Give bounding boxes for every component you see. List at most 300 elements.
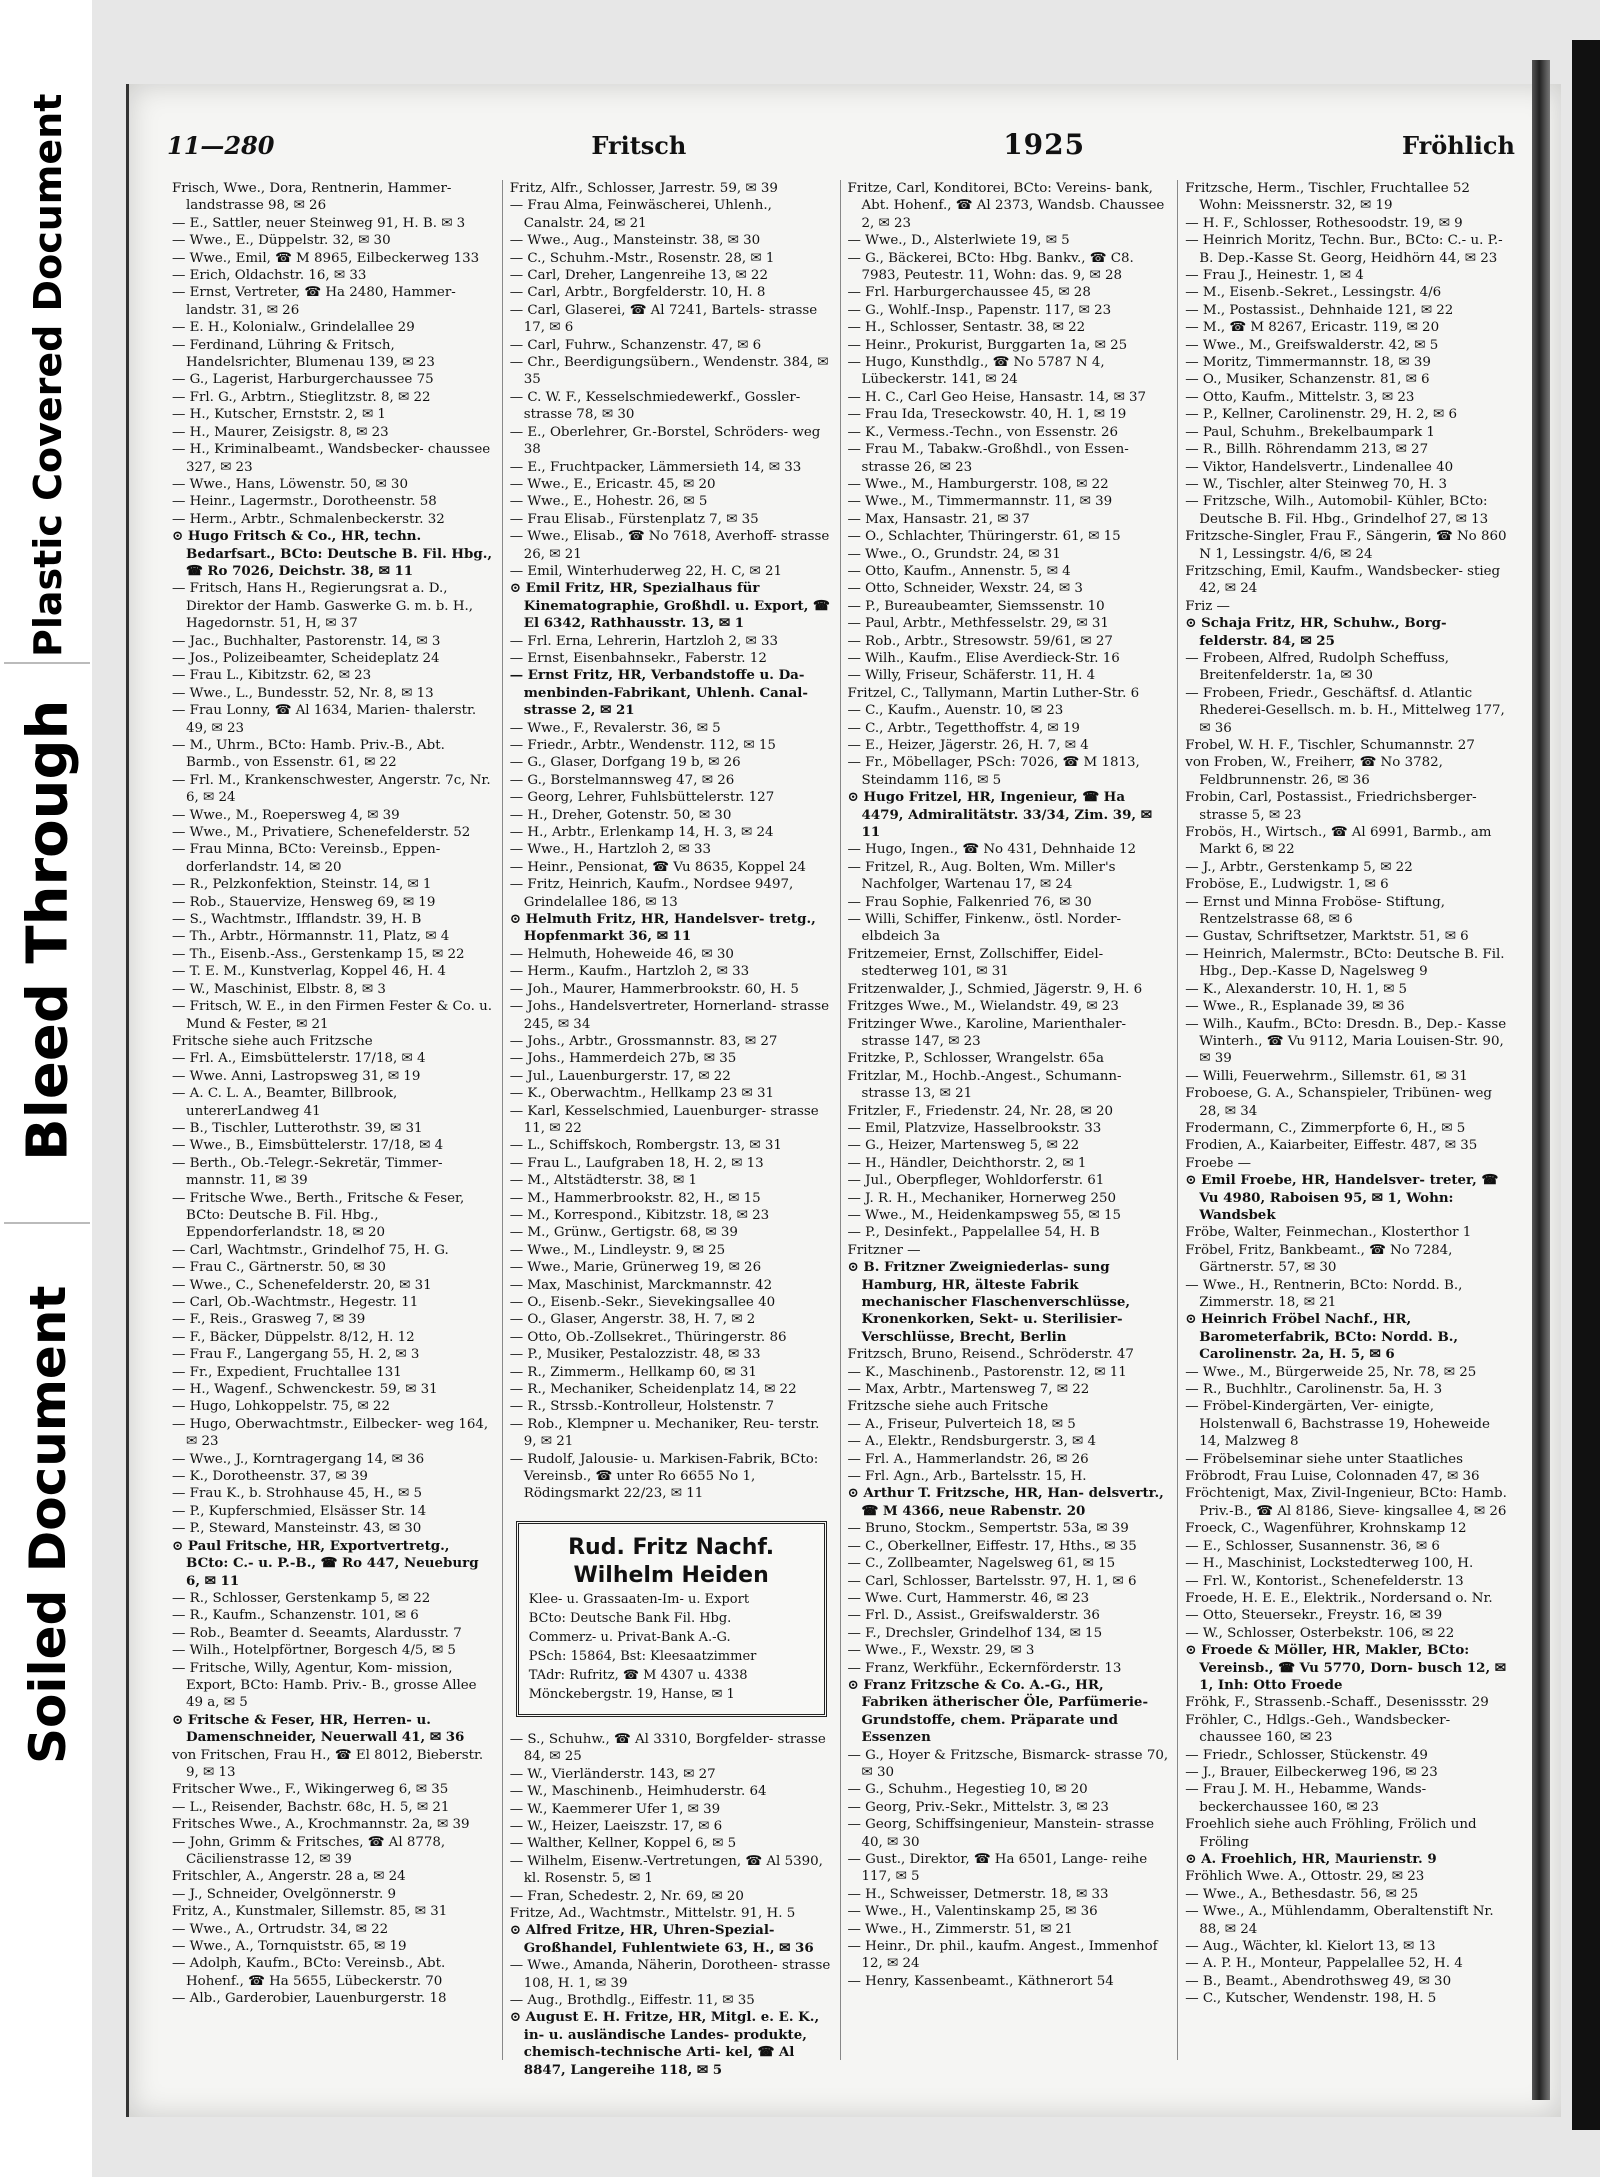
directory-entry: — Frl. A., Hammerlandstr. 26, ✉ 26 bbox=[847, 1451, 1089, 1467]
directory-entry: — B., Beamt., Abendrothsweg 49, ✉ 30 bbox=[1185, 1973, 1452, 1989]
directory-entry: — T. E. M., Kunstverlag, Koppel 46, H. 4 bbox=[172, 964, 446, 980]
directory-entry: — G., Wohlf.-Insp., Papenstr. 117, ✉ 23 bbox=[847, 302, 1112, 318]
directory-entry: — Helmuth, Hoheweide 46, ✉ 30 bbox=[509, 946, 734, 962]
directory-entry: — H. C., Carl Geo Heise, Hansastr. 14, ✉ 37 bbox=[847, 389, 1147, 405]
directory-entry: — H., Kutscher, Ernststr. 2, ✉ 1 bbox=[172, 407, 386, 423]
directory-entry: — Joh., Maurer, Hammerbrookstr. 60, H. 5 bbox=[509, 981, 799, 997]
directory-entry: — Frl. Erna, Lehrerin, Hartzloh 2, ✉ 33 bbox=[509, 633, 779, 649]
directory-entry: — Frl. M., Krankenschwester, Angerstr. 7c, Nr. 6, ✉ 24 bbox=[172, 772, 491, 806]
directory-entry: — Otto, Ob.-Zollsekret., Thüringerstr. 86 bbox=[509, 1329, 787, 1345]
directory-entry: — Wwe., Amanda, Näherin, Dorotheen- strasse 108, H. 1, ✉ 39 bbox=[509, 1958, 831, 1991]
directory-entry: Fritzsche, Herm., Tischler, Fruchtallee 52 Wohn: Meissnerstr. 32, ✉ 19 bbox=[1185, 181, 1470, 214]
directory-entry: — Wwe., M., Roepersweg 4, ✉ 39 bbox=[172, 807, 400, 823]
directory-entry: — F., Reis., Grasweg 7, ✉ 39 bbox=[172, 1312, 366, 1328]
directory-entry: — C., Arbtr., Tegetthoffstr. 4, ✉ 19 bbox=[847, 720, 1080, 736]
directory-entry: — A., Elektr., Rendsburgerstr. 3, ✉ 4 bbox=[847, 1434, 1097, 1450]
directory-entry: — Walther, Kellner, Koppel 6, ✉ 5 bbox=[509, 1836, 737, 1852]
directory-entry: — Wilh., Kaufm., Elise Averdieck-Str. 16 bbox=[847, 650, 1120, 666]
directory-entry: — Otto, Schneider, Wexstr. 24, ✉ 3 bbox=[847, 581, 1083, 597]
directory-entry: — Willi, Schiffer, Finkenw., östl. Norder- elbdeich 3a bbox=[847, 912, 1121, 945]
directory-entry: — Frl. G., Arbtrn., Stieglitzstr. 8, ✉ 22 bbox=[172, 389, 431, 405]
directory-entry: Fritzlar, M., Hochb.-Angest., Schumann- strasse 13, ✉ 21 bbox=[847, 1068, 1122, 1102]
directory-entry: von Froben, W., Freiherr, ☎ No 3782, Feldbrunnenstr. 26, ✉ 36 bbox=[1185, 755, 1443, 788]
directory-entry: Fritzner — bbox=[847, 1242, 921, 1258]
directory-entry: — Fritzsche, Wilh., Automobil- Kühler, BCto: Deutsche B. Fil. Hbg., Grindelhof 27, ✉ 13 bbox=[1185, 494, 1489, 527]
directory-entry: Frisch, Wwe., Dora, Rentnerin, Hammer- landstrasse 98, ✉ 26 bbox=[172, 181, 452, 214]
directory-entry: — R., Mechaniker, Scheidenplatz 14, ✉ 22 bbox=[509, 1382, 797, 1398]
directory-entry: Fritzinger Wwe., Karoline, Marienthaler- strasse 147, ✉ 23 bbox=[847, 1016, 1127, 1049]
directory-entry: Fritzges Wwe., M., Wielandstr. 49, ✉ 23 bbox=[847, 999, 1119, 1015]
directory-entry: — Wwe., D., Alsterlwiete 19, ✉ 5 bbox=[847, 233, 1070, 249]
directory-entry: — Karl, Kesselschmied, Lauenburger- strasse 11, ✉ 22 bbox=[509, 1103, 819, 1136]
directory-entry: ⊙ Alfred Fritze, HR, Uhren-Spezial- Großhandel, Fuhlentwiete 63, H., ✉ 36 bbox=[509, 1922, 814, 1956]
directory-entry: — K., Maschinenb., Pastorenstr. 12, ✉ 11 bbox=[847, 1364, 1127, 1380]
column-3 bbox=[840, 180, 1178, 2060]
directory-entry: — Georg, Priv.-Sekr., Mittelstr. 3, ✉ 23 bbox=[847, 1799, 1109, 1815]
directory-entry: — Otto, Kaufm., Annenstr. 5, ✉ 4 bbox=[847, 563, 1071, 579]
directory-entry: Fritzenwalder, J., Schmied, Jägerstr. 9, H. 6 bbox=[847, 981, 1143, 997]
directory-entry: — G., Heizer, Martensweg 5, ✉ 22 bbox=[847, 1138, 1080, 1154]
directory-entry: — Carl, Dreher, Langenreihe 13, ✉ 22 bbox=[509, 268, 768, 284]
directory-entry: — Jul., Oberpfleger, Wohldorferstr. 61 bbox=[847, 1173, 1105, 1189]
directory-entry: — Th., Eisenb.-Ass., Gerstenkamp 15, ✉ 22 bbox=[172, 946, 465, 962]
directory-entry: ⊙ Hugo Fritzel, HR, Ingenieur, ☎ Ha 4479, Admiralitätstr. 33/34, Zim. 39, ✉ 11 bbox=[847, 789, 1152, 841]
directory-entry: — Ernst Fritz, HR, Verbandstoffe u. Da- menbinden-Fabrikant, Uhlenh. Canal- strasse 2, ✉ 21 bbox=[509, 667, 808, 719]
advertisement-box bbox=[516, 1521, 827, 1717]
directory-entry: — Rob., Klempner u. Mechaniker, Reu- terstr. 9, ✉ 21 bbox=[509, 1416, 820, 1450]
page-number: 11—280 bbox=[167, 131, 275, 160]
directory-entry: von Fritschen, Frau H., ☎ El 8012, Bieberstr. 9, ✉ 13 bbox=[172, 1747, 484, 1780]
directory-entry: — Henry, Kassenbeamt., Käthnerort 54 bbox=[847, 1973, 1114, 1989]
directory-entry: — Heinrich Moritz, Techn. Bur., BCto: C.- u. P.-B. Dep.-Kasse St. Georg, Heidhörn 44, ✉ 23 bbox=[1185, 233, 1503, 266]
directory-entry: — A. C. L. A., Beamter, Billbrook, untererLandweg 41 bbox=[172, 1086, 398, 1119]
directory-entry: — W., Maschinenb., Heimhuderstr. 64 bbox=[509, 1784, 767, 1800]
directory-entry: — W., Tischler, alter Steinweg 70, H. 3 bbox=[1185, 476, 1448, 492]
directory-entry: — Wwe., Marie, Grünerweg 19, ✉ 26 bbox=[509, 1260, 762, 1276]
directory-entry: Frodermann, C., Zimmerpforte 6, H., ✉ 5 bbox=[1185, 1120, 1466, 1136]
side-label-strip bbox=[0, 0, 92, 2177]
directory-entry: — Friedr., Schlosser, Stückenstr. 49 bbox=[1185, 1747, 1428, 1763]
directory-entry: — K., Oberwachtm., Hellkamp 23 ✉ 31 bbox=[509, 1086, 775, 1102]
directory-entry: — P., Kellner, Carolinenstr. 29, H. 2, ✉ 6 bbox=[1185, 407, 1457, 423]
running-head bbox=[167, 128, 1515, 168]
directory-entry: — Wwe., J., Korntragergang 14, ✉ 36 bbox=[172, 1451, 425, 1467]
directory-entry: — J., Arbtr., Gerstenkamp 5, ✉ 22 bbox=[1185, 859, 1413, 875]
directory-entry: — G., Schuhm., Hegestieg 10, ✉ 20 bbox=[847, 1782, 1088, 1798]
directory-entry: — C., Schuhm.-Mstr., Rosenstr. 28, ✉ 1 bbox=[509, 250, 775, 266]
directory-entry: — Th., Arbtr., Hörmannstr. 11, Platz, ✉ 4 bbox=[172, 929, 450, 945]
directory-entry: — P., Kupferschmied, Elsässer Str. 14 bbox=[172, 1503, 427, 1519]
directory-entry: — Wwe., R., Esplanade 39, ✉ 36 bbox=[1185, 999, 1405, 1015]
directory-entry: Froboese, G. A., Schanspieler, Tribünen- weg 28, ✉ 34 bbox=[1185, 1086, 1492, 1119]
directory-entry: — Max, Hansastr. 21, ✉ 37 bbox=[847, 511, 1030, 527]
directory-entry: — Heinr., Prokurist, Burggarten 1a, ✉ 25 bbox=[847, 337, 1128, 353]
directory-entry: — Fritsch, Hans H., Regierungsrat a. D., Direktor der Hamb. Gaswerke G. m. b. H., Hagedornstr. 51, H, ✉ 37 bbox=[172, 581, 474, 632]
directory-entry: Fröhk, F., Strassenb.-Schaff., Desenissstr. 29 bbox=[1185, 1695, 1489, 1711]
directory-entry: — Frau L., Kibitzstr. 62, ✉ 23 bbox=[172, 668, 372, 684]
directory-entry: — Berth., Ob.-Telegr.-Sekretär, Timmer- mannstr. 11, ✉ 39 bbox=[172, 1155, 443, 1189]
directory-entry: — Wwe., H., Zimmerstr. 51, ✉ 21 bbox=[847, 1921, 1073, 1937]
column-2 bbox=[502, 180, 840, 2078]
directory-entry: — Wwe., E., Düppelstr. 32, ✉ 30 bbox=[172, 233, 391, 249]
directory-entry: — Johs., Hammerdeich 27b, ✉ 35 bbox=[509, 1051, 737, 1067]
directory-entry: ⊙ B. Fritzner Zweigniederlas- sung Hamburg, HR, älteste Fabrik mechanischer Flaschenverschlüsse, Kronenkorken, Sekt- u. Sterilisier- Verschlüsse, Brecht, Berlin bbox=[847, 1259, 1131, 1345]
directory-entry: — C., Kutscher, Wendenstr. 198, H. 5 bbox=[1185, 1991, 1437, 2007]
directory-entry: — E., Schlosser, Susannenstr. 36, ✉ 6 bbox=[1185, 1538, 1440, 1554]
directory-entry: — Carl, Glaserei, ☎ Al 7241, Bartels- strasse 17, ✉ 6 bbox=[509, 302, 818, 336]
directory-entry: — Fröbelseminar siehe unter Staatliches bbox=[1185, 1451, 1463, 1467]
directory-entry: — A., Friseur, Pulverteich 18, ✉ 5 bbox=[847, 1416, 1076, 1432]
directory-entry: — Emil, Winterhuderweg 22, H. C, ✉ 21 bbox=[509, 563, 782, 579]
directory-entry: — Emil, Platzvize, Hasselbrookstr. 33 bbox=[847, 1120, 1102, 1136]
directory-entry: Fritscher Wwe., F., Wikingerweg 6, ✉ 35 bbox=[172, 1782, 449, 1798]
directory-entry: — Frau F., Langergang 55, H. 2, ✉ 3 bbox=[172, 1347, 420, 1363]
directory-entry: — Wwe., A., Tornquiststr. 65, ✉ 19 bbox=[172, 1939, 407, 1955]
directory-entry: — R., Buchhltr., Carolinenstr. 5a, H. 3 bbox=[1185, 1382, 1443, 1398]
ad-line: PSch: 15864, Bst: Kleesaatzimmer bbox=[528, 1648, 757, 1664]
directory-entry: ⊙ Heinrich Fröbel Nachf., HR, Barometerfabrik, BCto: Nordd. B., Carolinenstr. 2a, H. 5, ✉ 6 bbox=[1185, 1311, 1459, 1363]
directory-entry: — R., Kaufm., Schanzenstr. 101, ✉ 6 bbox=[172, 1608, 419, 1624]
directory-entry: — P., Desinfekt., Pappelallee 54, H. B bbox=[847, 1225, 1100, 1241]
directory-entry: Fritze, Ad., Wachtmstr., Mittelstr. 91, H. 5 bbox=[509, 1905, 796, 1921]
directory-entry: — L., Schiffskoch, Rombergstr. 13, ✉ 31 bbox=[509, 1138, 782, 1154]
label-soiled-document: Soiled Document bbox=[19, 1285, 77, 1765]
directory-entry: — Wwe., E., Ericastr. 45, ✉ 20 bbox=[509, 476, 716, 492]
directory-entry: — Frau Ida, Treseckowstr. 40, H. 1, ✉ 19 bbox=[847, 407, 1127, 423]
directory-entry: — Herm., Kaufm., Hartzloh 2, ✉ 33 bbox=[509, 964, 750, 980]
directory-entry: — Wwe., O., Grundstr. 24, ✉ 31 bbox=[847, 546, 1061, 562]
ad-title: Rud. Fritz Nachf. bbox=[568, 1534, 775, 1560]
directory-entry: ⊙ Helmuth Fritz, HR, Handelsver- tretg., Hopfenmarkt 36, ✉ 11 bbox=[509, 911, 816, 945]
ad-line: Commerz- u. Privat-Bank A.-G. bbox=[528, 1629, 731, 1645]
directory-entry: — Jos., Polizeibeamter, Scheideplatz 24 bbox=[172, 650, 440, 666]
directory-entry: — Wwe., M., Lindleystr. 9, ✉ 25 bbox=[509, 1242, 726, 1258]
directory-entry: — Hugo, Kunsthdlg., ☎ No 5787 N 4, Lübeckerstr. 141, ✉ 24 bbox=[847, 355, 1105, 388]
directory-entry: — Frl. D., Assist., Greifswalderstr. 36 bbox=[847, 1608, 1100, 1624]
directory-entry: — W., Kaemmerer Ufer 1, ✉ 39 bbox=[509, 1801, 721, 1817]
scanned-page bbox=[92, 0, 1600, 2177]
directory-entry: Fritzsching, Emil, Kaufm., Wandsbecker- stieg 42, ✉ 24 bbox=[1185, 563, 1501, 597]
directory-entry: — Wwe., M., Timmermannstr. 11, ✉ 39 bbox=[847, 494, 1113, 510]
directory-entry: — Rudolf, Jalousie- u. Markisen-Fabrik, BCto: Vereinsb., ☎ unter Ro 6655 No 1, Rödingsmarkt 22/23, ✉ 11 bbox=[509, 1451, 819, 1502]
directory-entry: — Adolph, Kaufm., BCto: Vereinsb., Abt. Hohenf., ☎ Ha 5655, Lübeckerstr. 70 bbox=[172, 1956, 446, 1989]
directory-entry: — R., Schlosser, Gerstenkamp 5, ✉ 22 bbox=[172, 1590, 431, 1606]
directory-entry: — Hugo, Lohkoppelstr. 75, ✉ 22 bbox=[172, 1399, 390, 1415]
directory-entry: ⊙ Franz Fritzsche & Co. A.-G., HR, Fabriken ätherischer Öle, Parfümerie-Grundstoffe, chem. Präparate und Essenzen bbox=[847, 1676, 1149, 1746]
label-divider bbox=[4, 662, 90, 664]
directory-entry: — Wwe., L., Bundesstr. 52, Nr. 8, ✉ 13 bbox=[172, 685, 434, 701]
directory-entry: — E., Fruchtpacker, Lämmersieth 14, ✉ 33 bbox=[509, 459, 802, 475]
directory-entry: — G., Bäckerei, BCto: Hbg. Bankv., ☎ C8. 7983, Peutestr. 11, Wohn: das. 9, ✉ 28 bbox=[847, 250, 1134, 284]
directory-entry: ⊙ Froede & Möller, HR, Makler, BCto: Vereinsb., ☎ Vu 5770, Dorn- busch 12, ✉ 1, Inh: Otto Froede bbox=[1185, 1642, 1506, 1693]
directory-entry: — K., Vermess.-Techn., von Essenstr. 26 bbox=[847, 424, 1118, 440]
directory-entry: — Wwe., A., Mühlendamm, Oberaltenstift Nr. 88, ✉ 24 bbox=[1185, 1904, 1494, 1937]
directory-entry: ⊙ August E. H. Fritze, HR, Mitgl. e. E. K., in- u. ausländische Landes- produkte, chemisch-technische Arti- kel, ☎ Al 8847, Langereihe 118, ✉ 5 bbox=[509, 2009, 820, 2078]
directory-entry: — Erich, Oldachstr. 16, ✉ 33 bbox=[172, 268, 367, 284]
directory-entry: — R., Strssb.-Kontrolleur, Holstenstr. 7 bbox=[509, 1399, 775, 1415]
label-bleed-through: Bleed Through bbox=[15, 699, 81, 1161]
directory-entry: — Heinr., Lagermstr., Dorotheenstr. 58 bbox=[172, 494, 437, 510]
directory-entry: — Wwe., H., Rentnerin, BCto: Nordd. B., Zimmerstr. 18, ✉ 21 bbox=[1185, 1277, 1463, 1310]
directory-entry: — C., Oberkellner, Eiffestr. 17, Hths., ✉ 35 bbox=[847, 1538, 1137, 1554]
directory-entry: Friz — bbox=[1185, 598, 1230, 614]
directory-entry: — Fran, Schedestr. 2, Nr. 69, ✉ 20 bbox=[509, 1888, 744, 1904]
directory-entry: — Paul, Schuhm., Brekelbaumpark 1 bbox=[1185, 424, 1435, 440]
directory-entry: Fritzsche siehe auch Fritsche bbox=[847, 1399, 1049, 1415]
directory-entry: — Wwe., C., Schenefelderstr. 20, ✉ 31 bbox=[172, 1277, 432, 1293]
directory-entry: — Jac., Buchhalter, Pastorenstr. 14, ✉ 3 bbox=[172, 633, 441, 649]
directory-entry: ⊙ Arthur T. Fritzsche, HR, Han- delsvertr., ☎ M 4366, neue Rabenstr. 20 bbox=[847, 1485, 1164, 1519]
directory-entry: — Ferdinand, Lühring & Fritsch, Handelsrichter, Blumenau 139, ✉ 23 bbox=[172, 337, 435, 371]
directory-entry: — Wwe., H., Hartzloh 2, ✉ 33 bbox=[509, 842, 712, 858]
directory-entry: — Carl, Arbtr., Borgfelderstr. 10, H. 8 bbox=[509, 285, 766, 301]
directory-entry: Fritz, A., Kunstmaler, Sillemstr. 85, ✉ 31 bbox=[172, 1904, 448, 1920]
directory-entry: — Wilh., Hotelpförtner, Borgesch 4/5, ✉ 5 bbox=[172, 1643, 456, 1659]
directory-entry: — Frau K., b. Strohhause 45, H., ✉ 5 bbox=[172, 1486, 422, 1502]
directory-entry: — H., Maschinist, Lockstedterweg 100, H. bbox=[1185, 1556, 1474, 1572]
directory-entry: — G., Glaser, Dorfgang 19 b, ✉ 26 bbox=[509, 755, 741, 771]
directory-entry: — Gust., Direktor, ☎ Ha 6501, Lange- reihe 117, ✉ 5 bbox=[847, 1852, 1148, 1885]
directory-entry: — Moritz, Timmermannstr. 18, ✉ 39 bbox=[1185, 355, 1431, 371]
directory-entry: — M., Altstädterstr. 38, ✉ 1 bbox=[509, 1173, 697, 1189]
directory-entry: — O., Musiker, Schanzenstr. 81, ✉ 6 bbox=[1185, 372, 1430, 388]
directory-entry: — E., Sattler, neuer Steinweg 91, H. B. ✉ 3 bbox=[172, 215, 466, 231]
directory-entry: Fröhler, C., Hdlgs.-Geh., Wandsbecker- chaussee 160, ✉ 23 bbox=[1185, 1712, 1451, 1746]
directory-entry: Fritzel, C., Tallymann, Martin Luther-Str. 6 bbox=[847, 685, 1140, 701]
directory-entry: — H., Kriminalbeamt., Wandsbecker- chaussee 327, ✉ 23 bbox=[172, 442, 491, 475]
directory-entry: — R., Zimmerm., Hellkamp 60, ✉ 31 bbox=[509, 1364, 757, 1380]
directory-entry: — Rob., Beamter d. Seeamts, Alardusstr. 7 bbox=[172, 1625, 462, 1641]
directory-entry: — O., Glaser, Angerstr. 38, H. 7, ✉ 2 bbox=[509, 1312, 756, 1328]
directory-entry: — Max, Arbtr., Martensweg 7, ✉ 22 bbox=[847, 1382, 1090, 1398]
directory-entry: — Fritzel, R., Aug. Bolten, Wm. Miller's Nachfolger, Wartenau 17, ✉ 24 bbox=[847, 859, 1116, 893]
directory-entry: — John, Grimm & Fritsches, ☎ Al 8778, Cäcilienstrasse 12, ✉ 39 bbox=[172, 1834, 446, 1867]
directory-entry: Fröbe, Walter, Feinmechan., Klosterthor 1 bbox=[1185, 1225, 1472, 1241]
directory-entry: Froehlich siehe auch Fröhling, Frölich und Fröling bbox=[1185, 1817, 1477, 1850]
directory-entry: — Georg, Schiffsingenieur, Manstein- strasse 40, ✉ 30 bbox=[847, 1817, 1155, 1850]
directory-entry: — G., Borstelmannsweg 47, ✉ 26 bbox=[509, 772, 735, 788]
directory-entry: — Carl, Ob.-Wachtmstr., Hegestr. 11 bbox=[172, 1295, 419, 1310]
directory-entry: — Wilh., Kaufm., BCto: Dresdn. B., Dep.- Kasse Winterh., ☎ Vu 9112, Maria Louisen-Str. 90, ✉ 39 bbox=[1185, 1016, 1507, 1067]
directory-entry: — Fritz, Heinrich, Kaufm., Nordsee 9497, Grindelallee 186, ✉ 13 bbox=[509, 877, 794, 910]
directory-entry: — Wwe., M., Privatiere, Schenefelderstr. 52 bbox=[172, 825, 471, 841]
directory-entry: Fritzsch, Bruno, Reisend., Schröderstr. 47 bbox=[847, 1347, 1134, 1363]
directory-entry: — W., Vierländerstr. 143, ✉ 27 bbox=[509, 1766, 716, 1782]
directory-entry: — Friedr., Arbtr., Wendenstr. 112, ✉ 15 bbox=[509, 738, 776, 753]
directory-entry: — M., Eisenb.-Sekret., Lessingstr. 4/6 bbox=[1185, 285, 1442, 301]
directory-entry: — E. H., Kolonialw., Grindelallee 29 bbox=[172, 320, 415, 336]
directory-entry: — Bruno, Stockm., Sempertstr. 53a, ✉ 39 bbox=[847, 1521, 1129, 1537]
directory-entry: — W., Maschinist, Elbstr. 8, ✉ 3 bbox=[172, 981, 386, 997]
header-left-word: Fritsch bbox=[591, 131, 687, 160]
directory-entry: — Frobeen, Alfred, Rudolph Scheffuss, Breitenfelderstr. 1a, ✉ 30 bbox=[1185, 650, 1449, 684]
directory-entry: — H. F., Schlosser, Rothesoodstr. 19, ✉ 9 bbox=[1185, 215, 1463, 231]
directory-entry: — Wwe., B., Eimsbüttelerstr. 17/18, ✉ 4 bbox=[172, 1138, 444, 1154]
directory-entry: — Rob., Stauervize, Hensweg 69, ✉ 19 bbox=[172, 894, 436, 910]
directory-entry: — Frau L., Laufgraben 18, H. 2, ✉ 13 bbox=[509, 1155, 764, 1171]
directory-entry: — Rob., Arbtr., Stresowstr. 59/61, ✉ 27 bbox=[847, 633, 1113, 649]
directory-entry: — Carl, Schlosser, Bartelsstr. 97, H. 1, ✉ 6 bbox=[847, 1573, 1137, 1589]
directory-entry: — Frau J. M. H., Hebamme, Wands- beckerchaussee 160, ✉ 23 bbox=[1185, 1782, 1427, 1815]
directory-entry: — M., Hammerbrookstr. 82, H., ✉ 15 bbox=[509, 1190, 761, 1206]
scan-edge bbox=[1572, 40, 1600, 2130]
directory-entry: — G., Lagerist, Harburgerchaussee 75 bbox=[172, 372, 434, 388]
directory-entry: — Wwe., Emil, ☎ M 8965, Eilbeckerweg 133 bbox=[172, 250, 480, 266]
directory-entry: — Fritsch, W. E., in den Firmen Fester & Co. u. Mund & Fester, ✉ 21 bbox=[172, 999, 492, 1032]
directory-entry: Fröbel, Fritz, Bankbeamt., ☎ No 7284, Gärtnerstr. 57, ✉ 30 bbox=[1185, 1242, 1453, 1276]
directory-entry: — R., Pelzkonfektion, Steinstr. 14, ✉ 1 bbox=[172, 877, 432, 893]
directory-columns bbox=[165, 180, 1515, 2078]
directory-entry: — Heinr., Pensionat, ☎ Vu 8635, Koppel 24 bbox=[509, 859, 806, 875]
directory-entry: — J., Brauer, Eilbeckerweg 196, ✉ 23 bbox=[1185, 1764, 1438, 1780]
directory-entry: Frobös, H., Wirtsch., ☎ Al 6991, Barmb., am Markt 6, ✉ 22 bbox=[1185, 825, 1492, 858]
directory-entry: — A. P. H., Monteur, Pappelallee 52, H. 4 bbox=[1185, 1956, 1463, 1972]
directory-entry: — P., Steward, Mansteinstr. 43, ✉ 30 bbox=[172, 1521, 422, 1537]
directory-entry: — K., Dorotheenstr. 37, ✉ 39 bbox=[172, 1469, 368, 1485]
directory-entry: — Chr., Beerdigungsübern., Wendenstr. 384, ✉ 35 bbox=[509, 355, 829, 388]
directory-entry: — H., Händler, Deichthorstr. 2, ✉ 1 bbox=[847, 1155, 1087, 1171]
directory-entry: — H., Schweisser, Detmerstr. 18, ✉ 33 bbox=[847, 1886, 1109, 1902]
directory-entry: Fritzsche-Singler, Frau F., Sängerin, ☎ No 860 N 1, Lessingstr. 4/6, ✉ 24 bbox=[1185, 529, 1507, 562]
directory-entry: — Carl, Wachtmstr., Grindelhof 75, H. G. bbox=[172, 1242, 449, 1258]
directory-entry: — B., Tischler, Lutterothstr. 39, ✉ 31 bbox=[172, 1120, 423, 1136]
directory-entry: — Fr., Expedient, Fruchtallee 131 bbox=[172, 1364, 402, 1380]
directory-entry: — Frau Alma, Feinwäscherei, Uhlenh., Canalstr. 24, ✉ 21 bbox=[509, 198, 772, 231]
directory-entry: — P., Bureaubeamter, Siemssenstr. 10 bbox=[847, 598, 1105, 614]
directory-entry: — Heinrich, Malermstr., BCto: Deutsche B. Fil. Hbg., Dep.-Kasse D, Nagelsweg 9 bbox=[1185, 946, 1505, 980]
directory-entry: — Alb., Garderobier, Lauenburgerstr. 18 bbox=[172, 1991, 447, 2007]
directory-entry: — Paul, Arbtr., Methfesselstr. 29, ✉ 31 bbox=[847, 616, 1109, 632]
directory-entry: — J. R. H., Mechaniker, Hornerweg 250 bbox=[847, 1190, 1117, 1206]
directory-entry: ⊙ Hugo Fritsch & Co., HR, techn. Bedarfsart., BCto: Deutsche B. Fil. Hbg., ☎ Ro 7026, Deichstr. 38, ✉ 11 bbox=[172, 528, 493, 579]
directory-entry: — Frau Minna, BCto: Vereinsb., Eppen- dorferlandstr. 14, ✉ 20 bbox=[172, 842, 441, 875]
directory-entry: — Wwe. Curt, Hammerstr. 46, ✉ 23 bbox=[847, 1590, 1090, 1606]
column-1 bbox=[165, 180, 502, 2060]
directory-entry: — Ernst, Eisenbahnsekr., Faberstr. 12 bbox=[509, 650, 767, 666]
directory-entry: — H., Schlosser, Sentastr. 38, ✉ 22 bbox=[847, 320, 1086, 336]
directory-entry: — H., Wagenf., Schwenckestr. 59, ✉ 31 bbox=[172, 1382, 438, 1398]
directory-entry: — Johs., Arbtr., Grossmannstr. 83, ✉ 27 bbox=[509, 1033, 778, 1049]
directory-entry: — Frobeen, Friedr., Geschäftsf. d. Atlantic Rhederei-Gesellsch. m. b. H., Mittelweg 177, ✉ 36 bbox=[1185, 685, 1505, 736]
header-right-word: Fröhlich bbox=[1401, 131, 1515, 160]
directory-entry: — H., Arbtr., Erlenkamp 14, H. 3, ✉ 24 bbox=[509, 825, 774, 841]
directory-entry: Fröbrodt, Frau Luise, Colonnaden 47, ✉ 36 bbox=[1185, 1469, 1480, 1485]
directory-entry: — Otto, Kaufm., Mittelstr. 3, ✉ 23 bbox=[1185, 389, 1415, 405]
directory-entry: — Wwe., M., Hamburgerstr. 108, ✉ 22 bbox=[847, 476, 1109, 492]
directory-entry: — Viktor, Handelsvertr., Lindenallee 40 bbox=[1185, 459, 1454, 475]
directory-entry: — J., Schneider, Ovelgönnerstr. 9 bbox=[172, 1886, 396, 1902]
directory-page bbox=[126, 84, 1561, 2117]
directory-entry: Fritzke, P., Schlosser, Wrangelstr. 65a bbox=[847, 1051, 1104, 1067]
binding-shadow bbox=[1532, 60, 1550, 2100]
directory-entry: — Georg, Lehrer, Fuhlsbüttelerstr. 127 bbox=[509, 790, 775, 806]
directory-entry: Frobin, Carl, Postassist., Friedrichsberger- strasse 5, ✉ 23 bbox=[1185, 790, 1477, 823]
directory-entry: Fritsches Wwe., A., Krochmannstr. 2a, ✉ 39 bbox=[172, 1817, 470, 1833]
directory-entry: — Wwe. Anni, Lastropsweg 31, ✉ 19 bbox=[172, 1068, 421, 1084]
directory-entry: — O., Schlachter, Thüringerstr. 61, ✉ 15 bbox=[847, 529, 1121, 545]
directory-entry: Frodien, A., Kaiarbeiter, Eiffestr. 487, ✉ 35 bbox=[1185, 1138, 1478, 1154]
directory-entry: — M., Postassist., Dehnhaide 121, ✉ 22 bbox=[1185, 302, 1454, 318]
directory-entry: Fritschler, A., Angerstr. 28 a, ✉ 24 bbox=[172, 1869, 406, 1885]
directory-entry: — Herm., Arbtr., Schmalenbeckerstr. 32 bbox=[172, 511, 445, 527]
column-4 bbox=[1177, 180, 1515, 2060]
directory-entry: — Fritsche Wwe., Berth., Fritsche & Feser, BCto: Deutsche B. Fil. Hbg., Eppendorferlandstr. 18, ✉ 20 bbox=[172, 1190, 465, 1241]
directory-entry: — Wwe., M., Bürgerweide 25, Nr. 78, ✉ 25 bbox=[1185, 1364, 1477, 1380]
directory-entry: ⊙ Emil Fritz, HR, Spezialhaus für Kinematographie, Großhdl. u. Export, ☎ El 6342, Rathhausstr. 13, ✉ 1 bbox=[509, 580, 830, 632]
directory-entry: — Hugo, Oberwachtmstr., Eilbecker- weg 164, ✉ 23 bbox=[172, 1416, 489, 1450]
directory-entry: — Wwe., M., Heidenkampsweg 55, ✉ 15 bbox=[847, 1207, 1122, 1223]
directory-entry: — Willy, Friseur, Schäferstr. 11, H. 4 bbox=[847, 668, 1096, 684]
directory-entry: — C., Kaufm., Auenstr. 10, ✉ 23 bbox=[847, 703, 1064, 719]
directory-entry: — Wwe., H., Valentinskamp 25, ✉ 36 bbox=[847, 1904, 1098, 1920]
directory-entry: — Wwe., A., Ortrudstr. 34, ✉ 22 bbox=[172, 1921, 389, 1937]
directory-entry: — Frl. W., Kontorist., Schenefelderstr. 13 bbox=[1185, 1573, 1464, 1589]
ad-subtitle: Wilhelm Heiden bbox=[573, 1562, 769, 1588]
directory-entry: — Aug., Brothdlg., Eiffestr. 11, ✉ 35 bbox=[509, 1992, 755, 2008]
label-divider bbox=[4, 1222, 90, 1224]
ad-line: BCto: Deutsche Bank Fil. Hbg. bbox=[528, 1610, 732, 1626]
directory-entry: Fröhlich Wwe. A., Ottostr. 29, ✉ 23 bbox=[1185, 1869, 1425, 1885]
directory-entry: — G., Hoyer & Fritzsche, Bismarck- strasse 70, ✉ 30 bbox=[847, 1747, 1169, 1780]
directory-entry: Froböse, E., Ludwigstr. 1, ✉ 6 bbox=[1185, 877, 1389, 893]
directory-entry: — Wwe., F., Wexstr. 29, ✉ 3 bbox=[847, 1643, 1035, 1659]
directory-entry: — Frl. Harburgerchaussee 45, ✉ 28 bbox=[847, 285, 1091, 301]
directory-entry: ⊙ Schaja Fritz, HR, Schuhw., Borg- felderstr. 84, ✉ 25 bbox=[1185, 615, 1447, 649]
directory-entry: — Gustav, Schriftsetzer, Marktstr. 51, ✉ 6 bbox=[1185, 929, 1469, 945]
directory-entry: — Fröbel-Kindergärten, Ver- einigte, Holstenwall 6, Bachstrasse 19, Hoheweide 14, Malzweg 8 bbox=[1185, 1399, 1490, 1450]
directory-entry: — Wilhelm, Eisenw.-Vertretungen, ☎ Al 5390, kl. Rosenstr. 5, ✉ 1 bbox=[509, 1853, 823, 1887]
directory-entry: — C. W. F., Kesselschmiedewerkf., Gossler- strasse 78, ✉ 30 bbox=[509, 389, 801, 423]
directory-entry: — K., Alexanderstr. 10, H. 1, ✉ 5 bbox=[1185, 981, 1408, 997]
header-year: 1925 bbox=[1003, 128, 1086, 161]
directory-entry: — M., Korrespond., Kibitzstr. 18, ✉ 23 bbox=[509, 1207, 770, 1223]
ad-line: Mönckebergstr. 19, Hanse, ✉ 1 bbox=[528, 1686, 735, 1702]
directory-entry: Fritsche siehe auch Fritzsche bbox=[172, 1033, 373, 1049]
directory-entry: — Willi, Feuerwehrm., Sillemstr. 61, ✉ 31 bbox=[1185, 1068, 1468, 1084]
directory-entry: — R., Billh. Röhrendamm 213, ✉ 27 bbox=[1185, 442, 1429, 458]
directory-entry: — Max, Maschinist, Marckmannstr. 42 bbox=[509, 1277, 773, 1293]
directory-entry: — Johs., Handelsvertreter, Hornerland- strasse 245, ✉ 34 bbox=[509, 999, 830, 1032]
directory-entry: — Wwe., F., Revalerstr. 36, ✉ 5 bbox=[509, 720, 721, 736]
directory-entry: ⊙ Fritsche & Feser, HR, Herren- u. Damenschneider, Neuerwall 41, ✉ 36 bbox=[172, 1711, 465, 1746]
directory-entry: — Franz, Werkführ., Eckernförderstr. 13 bbox=[847, 1660, 1122, 1676]
directory-entry: — L., Reisender, Bachstr. 68c, H. 5, ✉ 21 bbox=[172, 1799, 450, 1815]
ad-line: TAdr: Rufritz, ☎ M 4307 u. 4338 bbox=[528, 1667, 748, 1683]
directory-entry: — W., Heizer, Laeiszstr. 17, ✉ 6 bbox=[509, 1818, 723, 1834]
directory-entry: — Frl. A., Eimsbüttelerstr. 17/18, ✉ 4 bbox=[172, 1051, 426, 1067]
directory-entry: Fröchtenigt, Max, Zivil-Ingenieur, BCto: Hamb. Priv.-B., ☎ Al 8186, Sieve- kingsallee 4, ✉ 26 bbox=[1185, 1486, 1507, 1519]
directory-entry: Frobel, W. H. F., Tischler, Schumannstr. 27 bbox=[1185, 738, 1475, 753]
directory-entry: — Frau J., Heinestr. 1, ✉ 4 bbox=[1185, 268, 1364, 284]
directory-entry: — Hugo, Ingen., ☎ No 431, Dehnhaide 12 bbox=[847, 842, 1137, 858]
directory-entry: — E., Oberlehrer, Gr.-Borstel, Schröders- weg 38 bbox=[509, 424, 821, 458]
directory-entry: — Frau C., Gärtnerstr. 50, ✉ 30 bbox=[172, 1260, 386, 1276]
directory-entry: — M., ☎ M 8267, Ericastr. 119, ✉ 20 bbox=[1185, 320, 1440, 336]
directory-entry: Froeck, C., Wagenführer, Krohnskamp 12 bbox=[1185, 1521, 1467, 1537]
directory-entry: — Frau Lonny, ☎ Al 1634, Marien- thalerstr. 49, ✉ 23 bbox=[172, 703, 477, 736]
directory-entry: Fritze, Carl, Konditorei, BCto: Vereins- bank, Abt. Hohenf., ☎ Al 2373, Wandsb. Chaussee 2, ✉ 23 bbox=[847, 181, 1165, 231]
directory-entry: — O., Eisenb.-Sekr., Sievekingsallee 40 bbox=[509, 1295, 776, 1310]
directory-entry: — F., Bäcker, Düppelstr. 8/12, H. 12 bbox=[172, 1329, 415, 1345]
directory-entry: — S., Wachtmstr., Ifflandstr. 39, H. B bbox=[172, 912, 422, 928]
directory-entry: — Heinr., Dr. phil., kaufm. Angest., Immenhof 12, ✉ 24 bbox=[847, 1939, 1158, 1972]
directory-entry: — Fr., Möbellager, PSch: 7026, ☎ M 1813, Steindamm 116, ✉ 5 bbox=[847, 755, 1140, 788]
directory-entry: — Carl, Fuhrw., Schanzenstr. 47, ✉ 6 bbox=[509, 337, 762, 353]
directory-entry: — Wwe., A., Bethesdastr. 56, ✉ 25 bbox=[1185, 1886, 1419, 1902]
directory-entry: — M., Grünw., Gertigstr. 68, ✉ 39 bbox=[509, 1225, 738, 1241]
directory-entry: ⊙ Emil Froebe, HR, Handelsver- treter, ☎ Vu 4980, Raboisen 95, ✉ 1, Wohn: Wandsbek bbox=[1185, 1172, 1499, 1223]
directory-entry: Fritzemeier, Ernst, Zollschiffer, Eidel- stedterweg 101, ✉ 31 bbox=[847, 946, 1104, 980]
